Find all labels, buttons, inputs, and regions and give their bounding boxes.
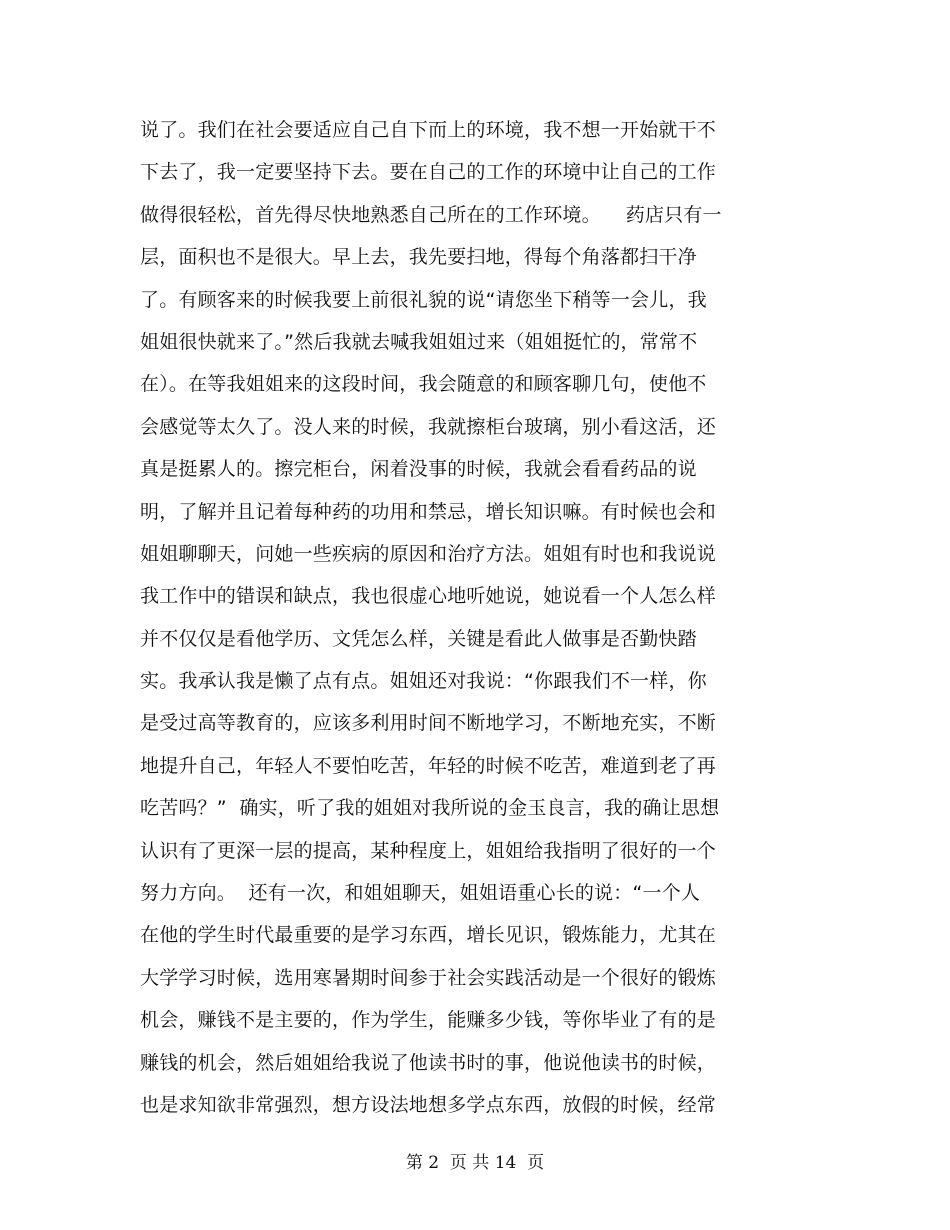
text-line: 大学学习时候，选用寒暑期时间参于社会实践活动是一个很好的锻炼	[140, 966, 717, 989]
text-line: 在）。在等我姐姐来的这段时间，我会随意的和顾客聊几句，使他不	[140, 373, 707, 396]
text-line: 也是求知欲非常强烈，想方设法地想多学点东西，放假的时候，经常	[140, 1093, 717, 1116]
text-line: 在他的学生时代最重要的是学习东西，增长见识，锻炼能力，尤其在	[140, 924, 717, 947]
text-line: 真是挺累人的。擦完柜台，闲着没事的时候，我就会看看药品的说	[140, 458, 697, 481]
text-line: 努力方向。 还有一次，和姐姐聊天，姐姐语重心长的说：“一个人	[140, 882, 701, 905]
text-line: 做得很轻松，首先得尽快地熟悉自己所在的工作环境。 药店只有一	[140, 203, 722, 226]
text-line: 了。有顾客来的时候我要上前很礼貌的说“请您坐下稍等一会儿，我	[140, 288, 707, 311]
text-line: 是受过高等教育的，应该多利用时间不断地学习，不断地充实，不断	[140, 712, 717, 735]
text-line: 吃苦吗？” 确实，听了我的姐姐对我所说的金玉良言，我的确让思想	[140, 797, 720, 820]
text-line: 下去了，我一定要坚持下去。要在自己的工作的环境中让自己的工作	[140, 161, 717, 184]
text-line: 赚钱的机会，然后姐姐给我说了他读书时的事，他说他读书的时候，	[140, 1051, 717, 1074]
text-line: 机会，赚钱不是主要的，作为学生，能赚多少钱，等你毕业了有的是	[140, 1009, 717, 1032]
page-number-footer: 第 2 页 共 14 页	[405, 1153, 545, 1173]
text-line: 层，面积也不是很大。早上去，我先要扫地，得每个角落都扫干净	[140, 246, 697, 269]
text-line: 姐姐很快就来了。”然后我就去喊我姐姐过来（姐姐挺忙的，常常不	[140, 330, 698, 353]
text-line: 地提升自己，年轻人不要怕吃苦，年轻的时候不吃苦，难道到老了再	[140, 754, 717, 777]
text-line: 说了。我们在社会要适应自己自下而上的环境，我不想一开始就干不	[140, 119, 717, 141]
text-line: 姐姐聊聊天，问她一些疾病的原因和治疗方法。姐姐有时也和我说说	[140, 542, 717, 565]
text-line: 认识有了更深一层的提高，某种程度上，姐姐给我指明了很好的一个	[140, 839, 717, 862]
text-line: 实。我承认我是懒了点有点。姐姐还对我说：“你跟我们不一样，你	[140, 670, 707, 693]
text-line: 明，了解并且记着每种药的功用和禁忌，增长知识嘛。有时候也会和	[140, 500, 717, 523]
body-text	[140, 109, 800, 1126]
text-line: 并不仅仅是看他学历、文凭怎么样，关键是看此人做事是否勤快踏	[140, 627, 697, 650]
text-line: 会感觉等太久了。没人来的时候，我就擦柜台玻璃，别小看这活，还	[140, 415, 717, 438]
text-line: 我工作中的错误和缺点，我也很虚心地听她说，她说看一个人怎么样	[140, 585, 717, 608]
